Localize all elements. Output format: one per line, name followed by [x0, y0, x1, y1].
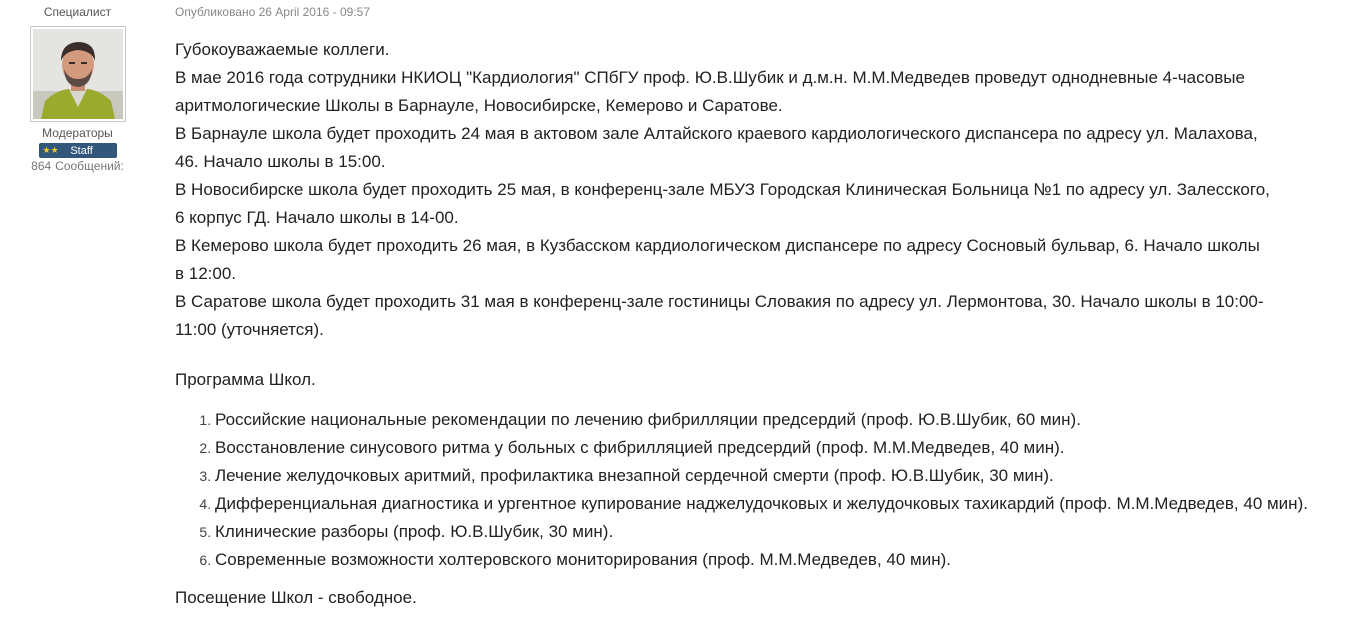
program-item: 1. Российские национальные рекомендации по лечению фибрилляции предсердий (проф. Ю.В.Шубик, 60 мин). — [215, 406, 1340, 434]
saratov-line-2: 11:00 (уточняется). — [175, 320, 324, 339]
post-body — [175, 36, 1340, 612]
program-item: 4. Дифференциальная диагностика и ургентное купирование наджелудочковых и желудочковых тахикардий (проф. М.М.Медведев, 40 мин). — [215, 490, 1340, 518]
star-icon: ★★ — [42, 145, 59, 155]
intro-line-2: аритмологические Школы в Барнауле, Новосибирске, Кемерово и Саратове. — [175, 96, 783, 115]
post-count-label: Сообщений: — [55, 159, 124, 173]
greeting-text: Губокоуважаемые коллеги. — [175, 40, 390, 59]
author-title: Специалист — [43, 5, 112, 19]
program-item: 6. Современные возможности холтеровского мониторирования (проф. М.М.Медведев, 40 мин). — [215, 546, 1340, 574]
barnaul-line-2: 46. Начало школы в 15:00. — [175, 152, 386, 171]
staff-badge-label: Staff — [70, 144, 93, 157]
post-published-date: Опубликовано 26 April 2016 - 09:57 — [175, 5, 371, 19]
program-list — [175, 406, 1340, 574]
avatar-photo-icon — [33, 29, 123, 119]
post-author-panel — [0, 0, 155, 173]
author-avatar[interactable] — [30, 26, 126, 122]
author-post-count — [0, 159, 155, 173]
novosibirsk-line-1: В Новосибирске школа будет проходить 25 мая, в конференц-зале МБУЗ Городская Клиническая Больница №1 по адресу ул. Залесского, — [175, 180, 1270, 199]
kemerovo-line-2: в 12:00. — [175, 264, 237, 283]
intro-line-1: В мае 2016 года сотрудники НКИОЦ "Кардиология" СПбГУ проф. Ю.В.Шубик и д.м.н. М.М.Медведев проведут однодневные 4-часовые — [175, 68, 1245, 87]
program-title: Программа Школ. — [175, 370, 316, 389]
program-item: 5. Клинические разборы (проф. Ю.В.Шубик, 30 мин). — [215, 518, 1340, 546]
saratov-line-1: В Саратове школа будет проходить 31 мая в конференц-зале гостиницы Словакия по адресу ул. Лермонтова, 30. Начало школы в 10:00- — [175, 292, 1264, 311]
kemerovo-line-1: В Кемерово школа будет проходить 26 мая, в Кузбасском кардиологическом диспансере по адресу Сосновый бульвар, 6. Начало школы — [175, 236, 1260, 255]
author-group: Модераторы — [42, 126, 113, 140]
program-item: 3. Лечение желудочковых аритмий, профилактика внезапной сердечной смерти (проф. Ю.В.Шубик, 30 мин). — [215, 462, 1340, 490]
program-item: 2. Восстановление синусового ритма у больных с фибрилляцией предсердий (проф. М.М.Медведев, 40 мин). — [215, 434, 1340, 462]
post-content — [175, 0, 1340, 612]
staff-badge — [39, 143, 117, 158]
novosibirsk-line-2: 6 корпус ГД. Начало школы в 14-00. — [175, 208, 459, 227]
barnaul-line-1: В Барнауле школа будет проходить 24 мая в актовом зале Алтайского краевого кардиологического диспансера по адресу ул. Малахова, — [175, 124, 1258, 143]
post-count-value: 864 — [31, 159, 52, 173]
closing-text: Посещение Школ - свободное. — [175, 588, 417, 607]
